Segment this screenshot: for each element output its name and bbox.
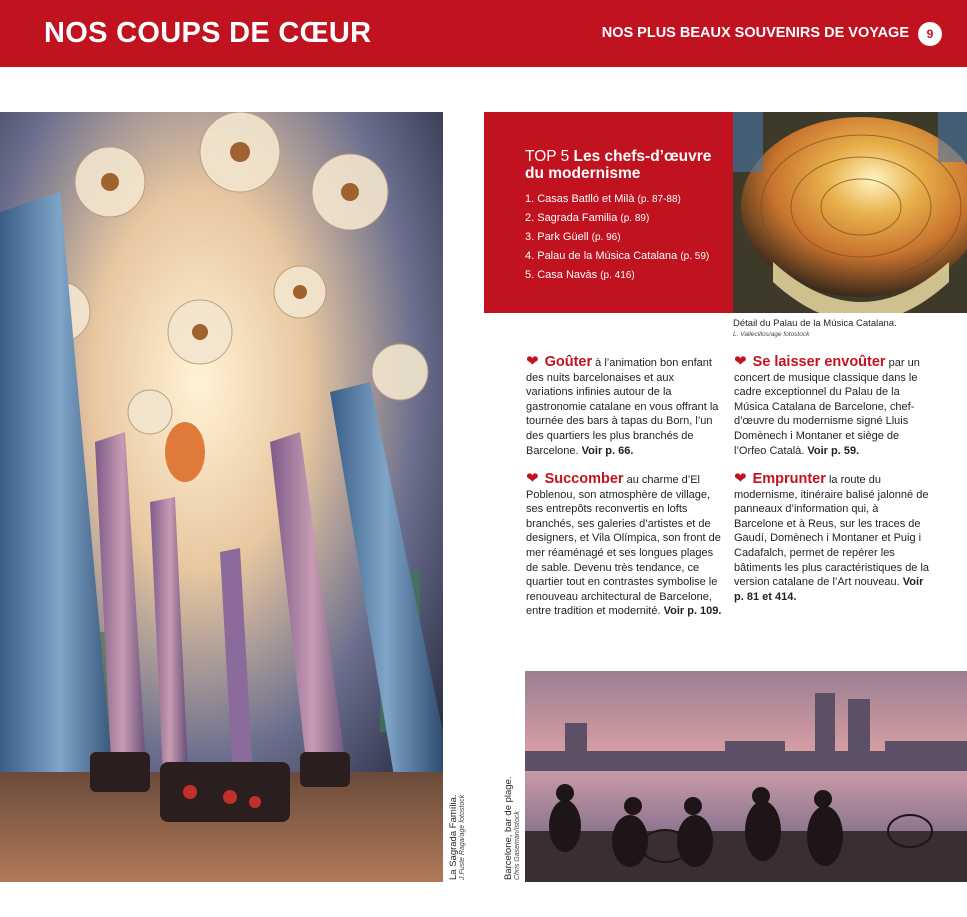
item-ref: Voir p. 66. — [581, 444, 634, 457]
item-ref: (p. 96) — [591, 232, 621, 243]
heart-icon: ❤ — [526, 353, 539, 370]
top5-label: TOP 5 — [525, 148, 570, 165]
photo-caption: La Sagrada Família. — [448, 794, 459, 880]
item-text: par un concert de musique classique dans le cadre exceptionnel du Palau de la Música Catalana de Barcelone, chef-d’œuvre du modernisme signé Lluis Domènech i Montaner et siège de l’Orfeo Català. — [734, 357, 920, 457]
list-item — [525, 266, 709, 285]
list-item — [525, 228, 709, 247]
list-item — [525, 190, 709, 209]
item-ref: (p. 87-88) — [637, 194, 681, 205]
photo-caption: Barcelone, bar de plage. — [503, 776, 514, 880]
photo-credit: L. Vallecillos/age fotostock — [733, 331, 810, 338]
photo-sagrada-familia — [0, 112, 443, 882]
photo-palau-musica — [733, 112, 967, 313]
item-text: 4. Palau de la Música Catalana — [525, 250, 678, 262]
item-keyword: Se laisser envoûter — [752, 354, 886, 370]
item-text: 2. Sagrada Familia — [525, 212, 618, 224]
top5-heading — [525, 148, 725, 182]
item-keyword: Goûter — [544, 354, 593, 370]
top5-box — [484, 112, 733, 313]
item-ref: Voir p. 109. — [663, 605, 722, 618]
list-item — [525, 209, 709, 228]
beach-caption-block — [503, 776, 521, 880]
photo-credit: Chris Gaseman/Istock — [514, 811, 521, 880]
item-text: 1. Casas Batlló et Milà — [525, 193, 635, 205]
heart-icon: ❤ — [734, 470, 747, 487]
top5-list — [525, 190, 709, 285]
item-succomber — [526, 472, 722, 619]
item-envouter — [734, 355, 930, 458]
sagrada-caption-block — [448, 794, 466, 880]
page-number-badge: 9 — [918, 22, 942, 46]
section-subtitle: NOS PLUS BEAUX SOUVENIRS DE VOYAGE — [601, 25, 909, 41]
item-text: la route du modernisme, itinéraire balisé jalonné de panneaux d’information qui, à Barcelone et à Reus, sur les traces de Gaudí, Domènech i Montaner et Puig i Cadafalch, permet de repérer les bâtiments les plus caractéristiques de la version catalane de l’Art nouveau. — [734, 474, 930, 589]
item-ref: (p. 89) — [620, 213, 650, 224]
page-header — [0, 0, 967, 67]
item-ref: (p. 416) — [600, 270, 635, 281]
item-keyword: Emprunter — [752, 471, 826, 487]
heart-icon: ❤ — [734, 353, 747, 370]
item-keyword: Succomber — [544, 471, 624, 487]
item-ref: (p. 59) — [680, 251, 710, 262]
list-item — [525, 247, 709, 266]
item-ref: Voir p. 59. — [807, 444, 860, 457]
section-title: NOS COUPS DE CŒUR — [44, 17, 372, 49]
photo-caption: Détail du Palau de la Música Catalana. — [733, 318, 897, 329]
item-ref: Voir p. 81 et 414. — [734, 576, 924, 603]
item-text: à l’animation bon enfant des nuits barcelonaises et aux variations infinies autour de la gastronomie catalane en vous offrant la tournée des bars à tapas du Born, l’un des quartiers les plus branchés de Barcelone. — [526, 357, 719, 457]
heart-icon: ❤ — [526, 470, 539, 487]
item-gouter — [526, 355, 722, 458]
item-text: au charme d’El Poblenou, son atmosphère de village, ses entrepôts reconvertis en lofts branchés, ses galeries d’artistes et de designers, et Vila Olímpica, son front de mer réaménagé et ses longues plages de sable. Devenu très tendance, ce quartier tout en contrastes symbolise le renouveau architectural de Barcelone, entre tradition et modernité. — [526, 474, 721, 618]
photo-beach-bar — [525, 671, 967, 882]
item-text: 3. Park Güell — [525, 231, 589, 243]
item-emprunter — [734, 472, 930, 604]
photo-credit: J.Fuste Raga/age fotostock — [459, 794, 466, 880]
top5-title: Les chefs-d’œuvre du modernisme — [525, 148, 712, 182]
item-text: 5. Casa Navàs — [525, 269, 598, 281]
